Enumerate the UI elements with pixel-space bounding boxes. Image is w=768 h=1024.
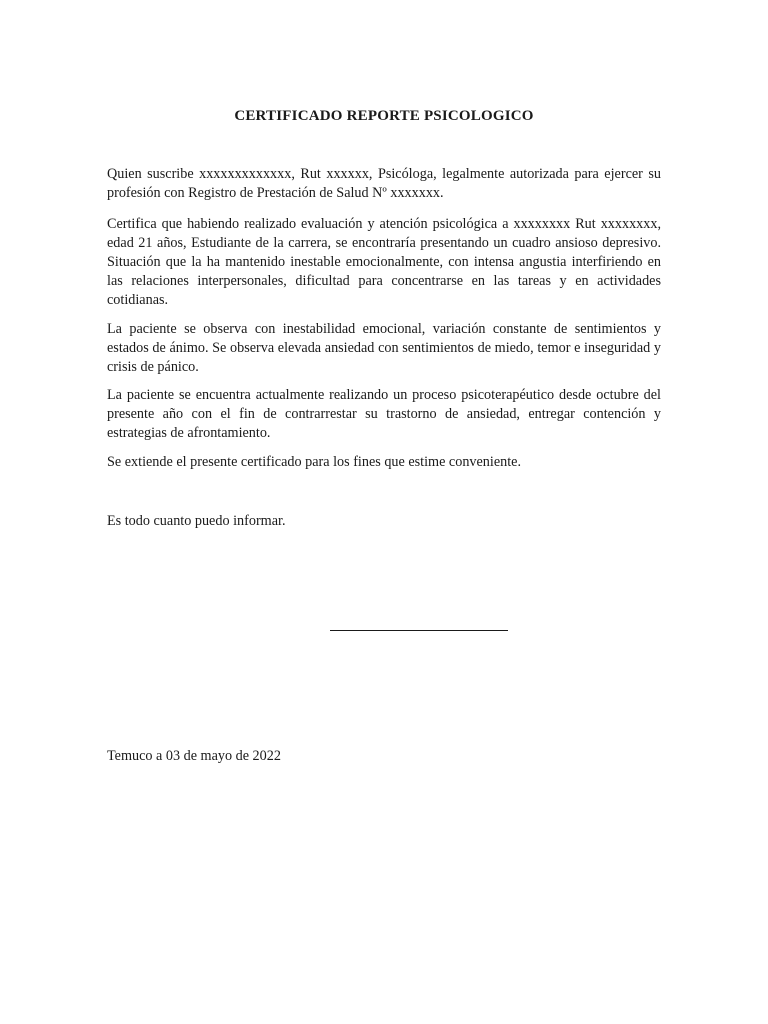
paragraph-purpose: Se extiende el presente certificado para los fines que estime conveniente. <box>107 454 522 470</box>
paragraph-observation: La paciente se observa con inestabilidad emocional, variación constante de sentimientos y estados de ánimo. Se observa elevada ansiedad con sentimientos de miedo, temor e inseguridad y crisis de pánico. <box>107 321 661 375</box>
document-title: CERTIFICADO REPORTE PSICOLOGICO <box>234 108 534 124</box>
paragraph-treatment: La paciente se encuentra actualmente realizando un proceso psicoterapéutico desde octubre del presente año con el fin de contrarrestar su trastorno de ansiedad, entregar contención y estrategias de afrontamiento. <box>107 387 661 441</box>
paragraph-signatory: Quien suscribe xxxxxxxxxxxxx, Rut xxxxxx, Psicóloga, legalmente autorizada para ejercer su profesión con Registro de Prestación de Salud Nº xxxxxxx. <box>107 166 661 201</box>
place-and-date: Temuco a 03 de mayo de 2022 <box>107 748 281 764</box>
paragraph-certification: Certifica que habiendo realizado evaluación y atención psicológica a xxxxxxxx Rut xxxxxxxx, edad 21 años, Estudiante de la carrera, se encontraría presentando un cuadro ansioso depresivo. Situación que la ha mantenido inestable emocionalmente, con intensa angustia interfiriendo en las relaciones interpersonales, dificultad para concentrarse en las tareas y en actividades cotidianas. <box>107 216 661 308</box>
signature-line <box>330 630 508 631</box>
paragraph-closing: Es todo cuanto puedo informar. <box>107 513 286 529</box>
